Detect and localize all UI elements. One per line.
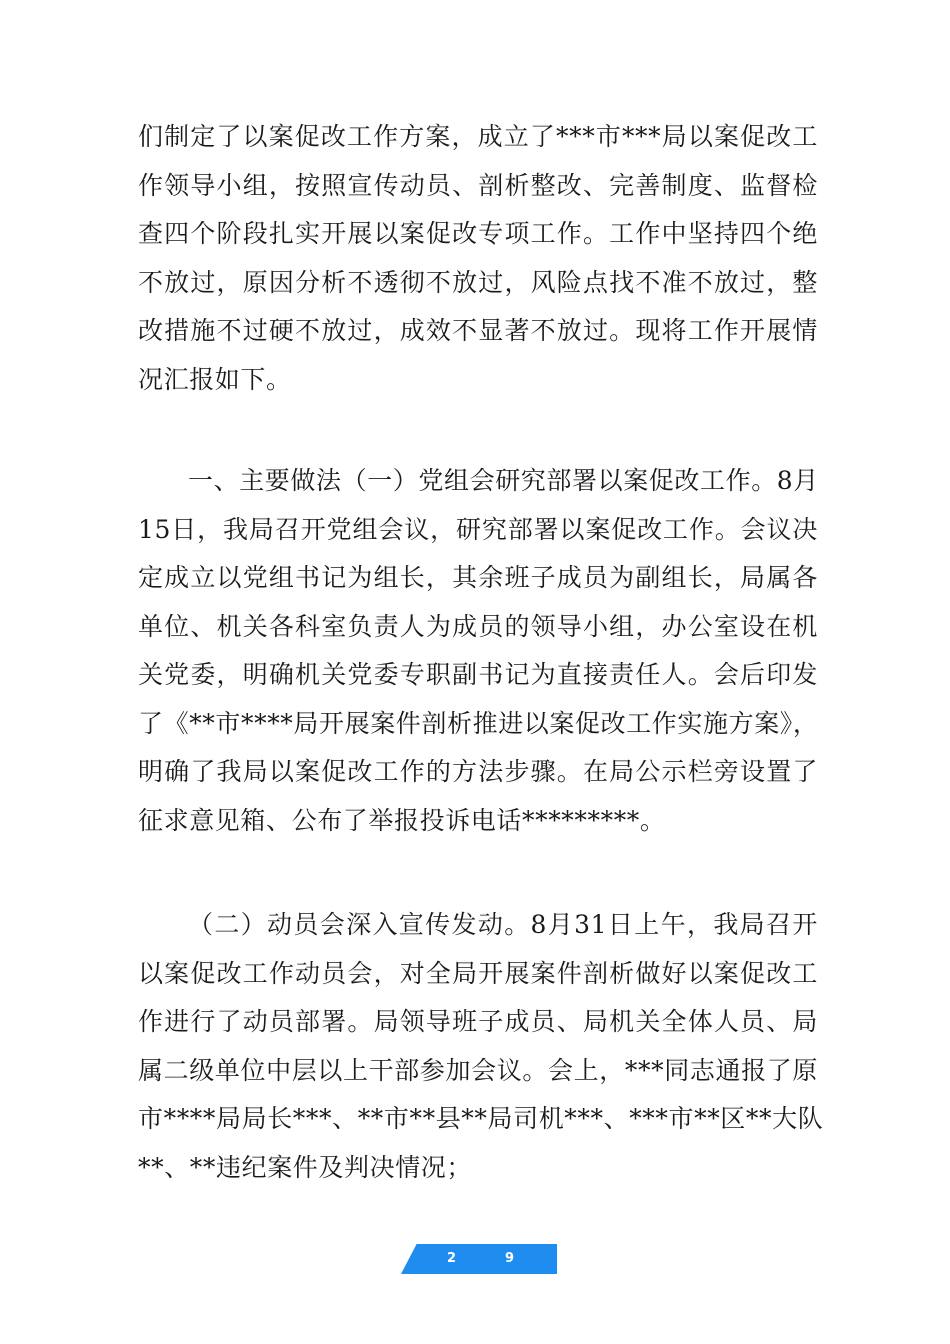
paragraph-line: 单位、机关各科室负责人为成员的领导小组，办公室设在机 xyxy=(138,611,818,641)
paragraph-line: 们制定了以案促改工作方案，成立了***市***局以案促改工 xyxy=(138,122,818,151)
paragraph-line: **、**违纪案件及判决情况； xyxy=(138,1152,473,1182)
paragraph-line: 查四个阶段扎实开展以案促改专项工作。工作中坚持四个绝 xyxy=(138,219,818,248)
paragraph-line: 改措施不过硬不放过，成效不显著不放过。现将工作开展情 xyxy=(138,316,818,345)
page-number-digit: 2 xyxy=(447,1251,457,1266)
paragraph-line: 不放过，原因分析不透彻不放过，风险点找不准不放过，整 xyxy=(138,267,818,297)
page-number-badge xyxy=(401,1244,557,1274)
paragraph-line: 市****局局长***、**市**县**局司机***、***市**区**大队 xyxy=(138,1104,824,1133)
paragraph-line: 一、主要做法（一）党组会研究部署以案促改工作。8月 xyxy=(188,466,819,495)
paragraph-line: 定成立以党组书记为组长，其余班子成员为副组长，局属各 xyxy=(138,563,818,592)
paragraph-line: 作领导小组，按照宣传动员、剖析整改、完善制度、监督检 xyxy=(138,170,818,200)
paragraph-line: 况汇报如下。 xyxy=(138,364,292,394)
paragraph-line: 作进行了动员部署。局领导班子成员、局机关全体人员、局 xyxy=(138,1007,818,1036)
paragraph-line: （二）动员会深入宣传发动。8月31日上午，我局召开 xyxy=(188,910,818,939)
paragraph-line: 属二级单位中层以上干部参加会议。会上，***同志通报了原 xyxy=(138,1055,818,1085)
paragraph-main-measures xyxy=(138,457,818,845)
paragraph-intro xyxy=(138,113,818,404)
paragraph-line: 明确了我局以案促改工作的方法步骤。在局公示栏旁设置了 xyxy=(138,757,818,786)
paragraph-line: 征求意见箱、公布了举报投诉电话*********。 xyxy=(138,805,666,835)
paragraph-line: 以案促改工作动员会，对全局开展案件剖析做好以案促改工 xyxy=(138,958,818,988)
paragraph-line: 了《**市****局开展案件剖析推进以案促改工作实施方案》， xyxy=(138,708,819,738)
paragraph-mobilization xyxy=(138,901,824,1192)
paragraph-line: 15日，我局召开党组会议，研究部署以案促改工作。会议决 xyxy=(138,514,818,544)
paragraph-line: 关党委，明确机关党委专职副书记为直接责任人。会后印发 xyxy=(138,660,818,689)
page-number-digit: 9 xyxy=(505,1251,515,1266)
